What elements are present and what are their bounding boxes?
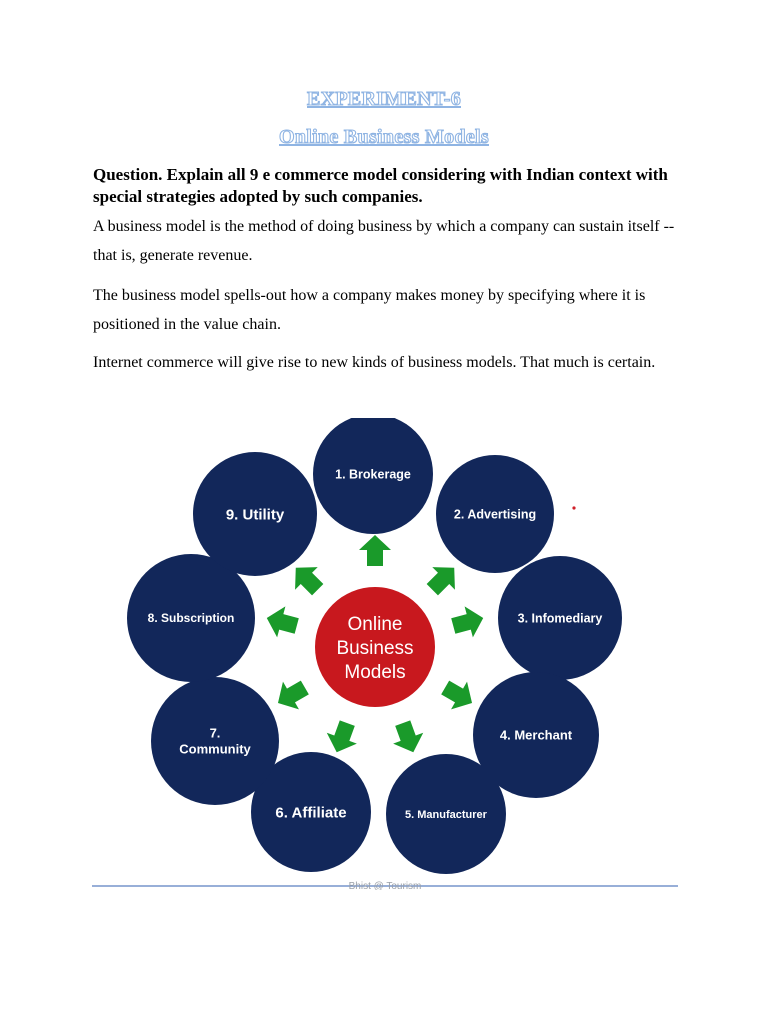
model-node-label: 2. Advertising [453, 507, 537, 522]
question-text: Question. Explain all 9 e commerce model considering with Indian context with special strategies adopted by such companies. [93, 165, 668, 206]
diagram-canvas [92, 418, 678, 890]
model-node-label: 5. Manufacturer [405, 808, 487, 821]
paragraph-2: The business model spells-out how a company makes money by specifying where it is positioned in the value chain. [93, 287, 646, 333]
model-node-7 [151, 677, 279, 805]
arrow-icon [263, 603, 301, 642]
center-label: Models [344, 662, 406, 683]
model-node-label: 8. Subscription [147, 611, 235, 626]
arrow-icon [359, 535, 391, 566]
arrow-icon [437, 674, 480, 717]
model-node-5 [386, 754, 506, 874]
model-node-label: 3. Infomediary [517, 611, 603, 626]
arrow-icon [388, 718, 429, 758]
center-node [315, 587, 435, 707]
arrow-icon [421, 556, 466, 601]
diagram-footer: Bhist @ Tourism [348, 881, 422, 890]
model-node-label: Community [179, 741, 251, 757]
model-node-label: 6. Affiliate [275, 804, 347, 822]
business-models-diagram [92, 418, 678, 890]
model-node-label: 4. Merchant [499, 727, 573, 743]
model-node-1 [313, 418, 433, 534]
arrow-icon [322, 718, 363, 758]
model-node-label: 9. Utility [225, 506, 285, 524]
center-label: Online [347, 614, 403, 635]
experiment-subtitle: Online Business Models [279, 126, 489, 148]
paragraph-3: Internet commerce will give rise to new kinds of business models. That much is certain. [93, 354, 656, 371]
model-node-label: 1. Brokerage [335, 467, 411, 482]
arrow-icon [270, 674, 313, 717]
red-dot-mark [572, 506, 575, 509]
model-node-label: 7. [209, 725, 221, 741]
model-node-8 [127, 554, 255, 682]
paragraph-1: A business model is the method of doing business by which a company can sustain itself -- that is, generate revenue. [93, 218, 675, 264]
center-label: Business [336, 638, 414, 659]
model-node-9 [193, 452, 317, 576]
model-node-2 [436, 455, 554, 573]
experiment-title: EXPERIMENT-6 [307, 88, 461, 110]
model-node-3 [498, 556, 622, 680]
arrow-icon [449, 603, 487, 642]
